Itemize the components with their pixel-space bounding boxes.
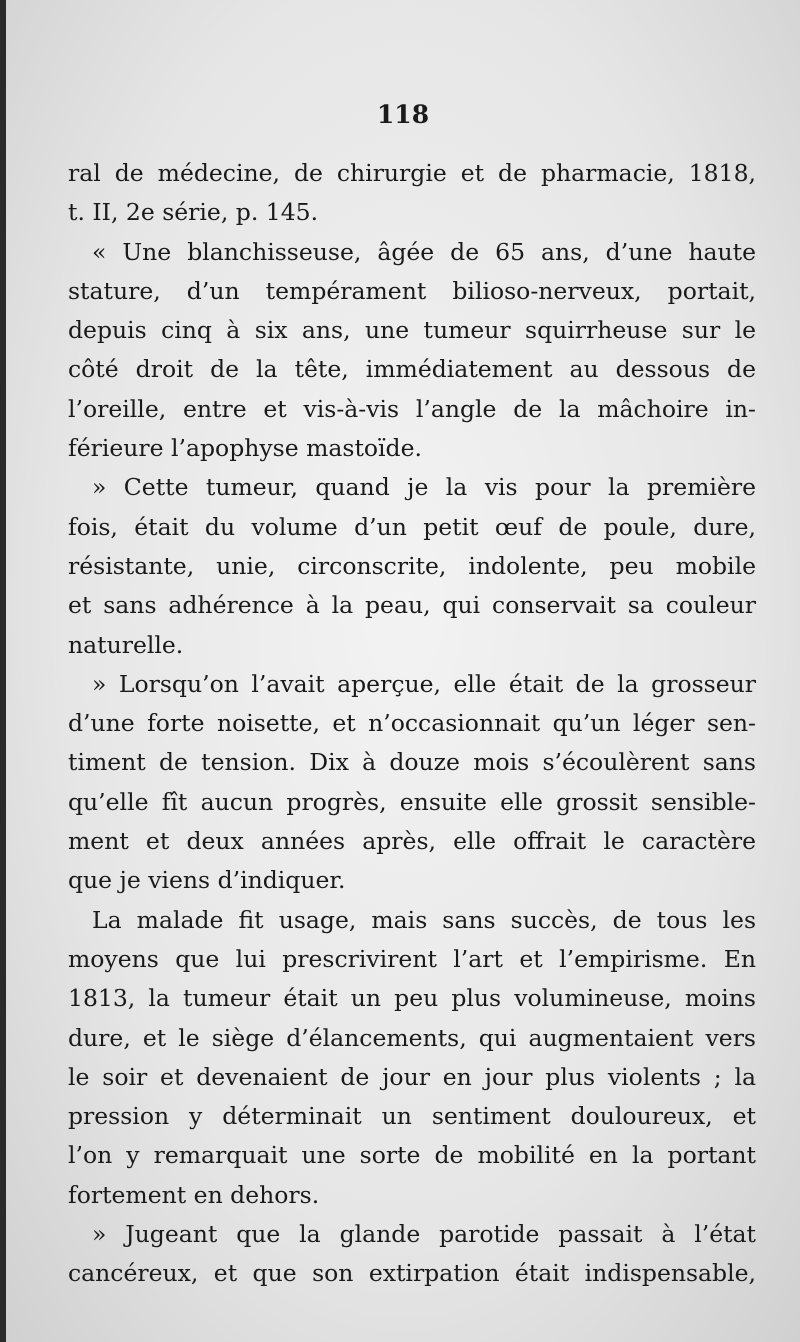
text-line: cancéreux, et que son extirpation était indispensable,	[68, 1259, 756, 1288]
text-line: » Cette tumeur, quand je la vis pour la première	[92, 473, 756, 502]
text-line: l’on y remarquait une sorte de mobilité en la portant	[68, 1141, 756, 1170]
text-line: fois, était du volume d’un petit œuf de poule, dure,	[68, 512, 756, 541]
text-line: fortement en dehors.	[68, 1180, 320, 1209]
text-line: pression y déterminait un sentiment douloureux, et	[68, 1102, 756, 1131]
text-line: La malade fit usage, mais sans succès, de tous les	[92, 905, 756, 934]
text-line: que je viens d’indiquer.	[68, 866, 346, 895]
text-line: naturelle.	[68, 630, 184, 659]
text-line: » Jugeant que la glande parotide passait à l’état	[92, 1220, 756, 1249]
text-line: le soir et devenaient de jour en jour plus violents ; la	[68, 1062, 756, 1091]
text-line: férieure l’apophyse mastoïde.	[68, 434, 422, 463]
body-text	[68, 154, 756, 1294]
text-line: moyens que lui prescrivirent l’art et l’empirisme. En	[68, 944, 756, 973]
text-line: l’oreille, entre et vis-à-vis l’angle de la mâchoire in-	[68, 394, 756, 423]
text-line: timent de tension. Dix à douze mois s’écoulèrent sans	[68, 748, 756, 777]
text-line: 1813, la tumeur était un peu plus volumineuse, moins	[68, 984, 756, 1013]
text-line: « Une blanchisseuse, âgée de 65 ans, d’une haute	[92, 237, 756, 266]
page-number: 118	[376, 100, 430, 129]
text-line: dure, et le siège d’élancements, qui augmentaient vers	[68, 1023, 756, 1052]
text-line: ment et deux années après, elle offrait le caractère	[68, 827, 756, 856]
text-line: » Lorsqu’on l’avait aperçue, elle était de la grosseur	[92, 669, 756, 698]
text-line: t. II, 2e série, p. 145.	[68, 198, 319, 227]
text-line: d’une forte noisette, et n’occasionnait qu’un léger sen-	[68, 709, 756, 738]
text-line: stature, d’un tempérament bilioso-nerveux, portait,	[68, 276, 756, 305]
text-line: qu’elle fît aucun progrès, ensuite elle grossit sensible-	[68, 787, 756, 816]
text-line: ral de médecine, de chirurgie et de pharmacie, 1818,	[68, 159, 756, 187]
text-line: résistante, unie, circonscrite, indolente, peu mobile	[68, 551, 756, 580]
text-line: depuis cinq à six ans, une tumeur squirrheuse sur le	[68, 316, 756, 345]
text-line: et sans adhérence à la peau, qui conservait sa couleur	[68, 591, 756, 620]
text-line: côté droit de la tête, immédiatement au dessous de	[68, 355, 756, 384]
